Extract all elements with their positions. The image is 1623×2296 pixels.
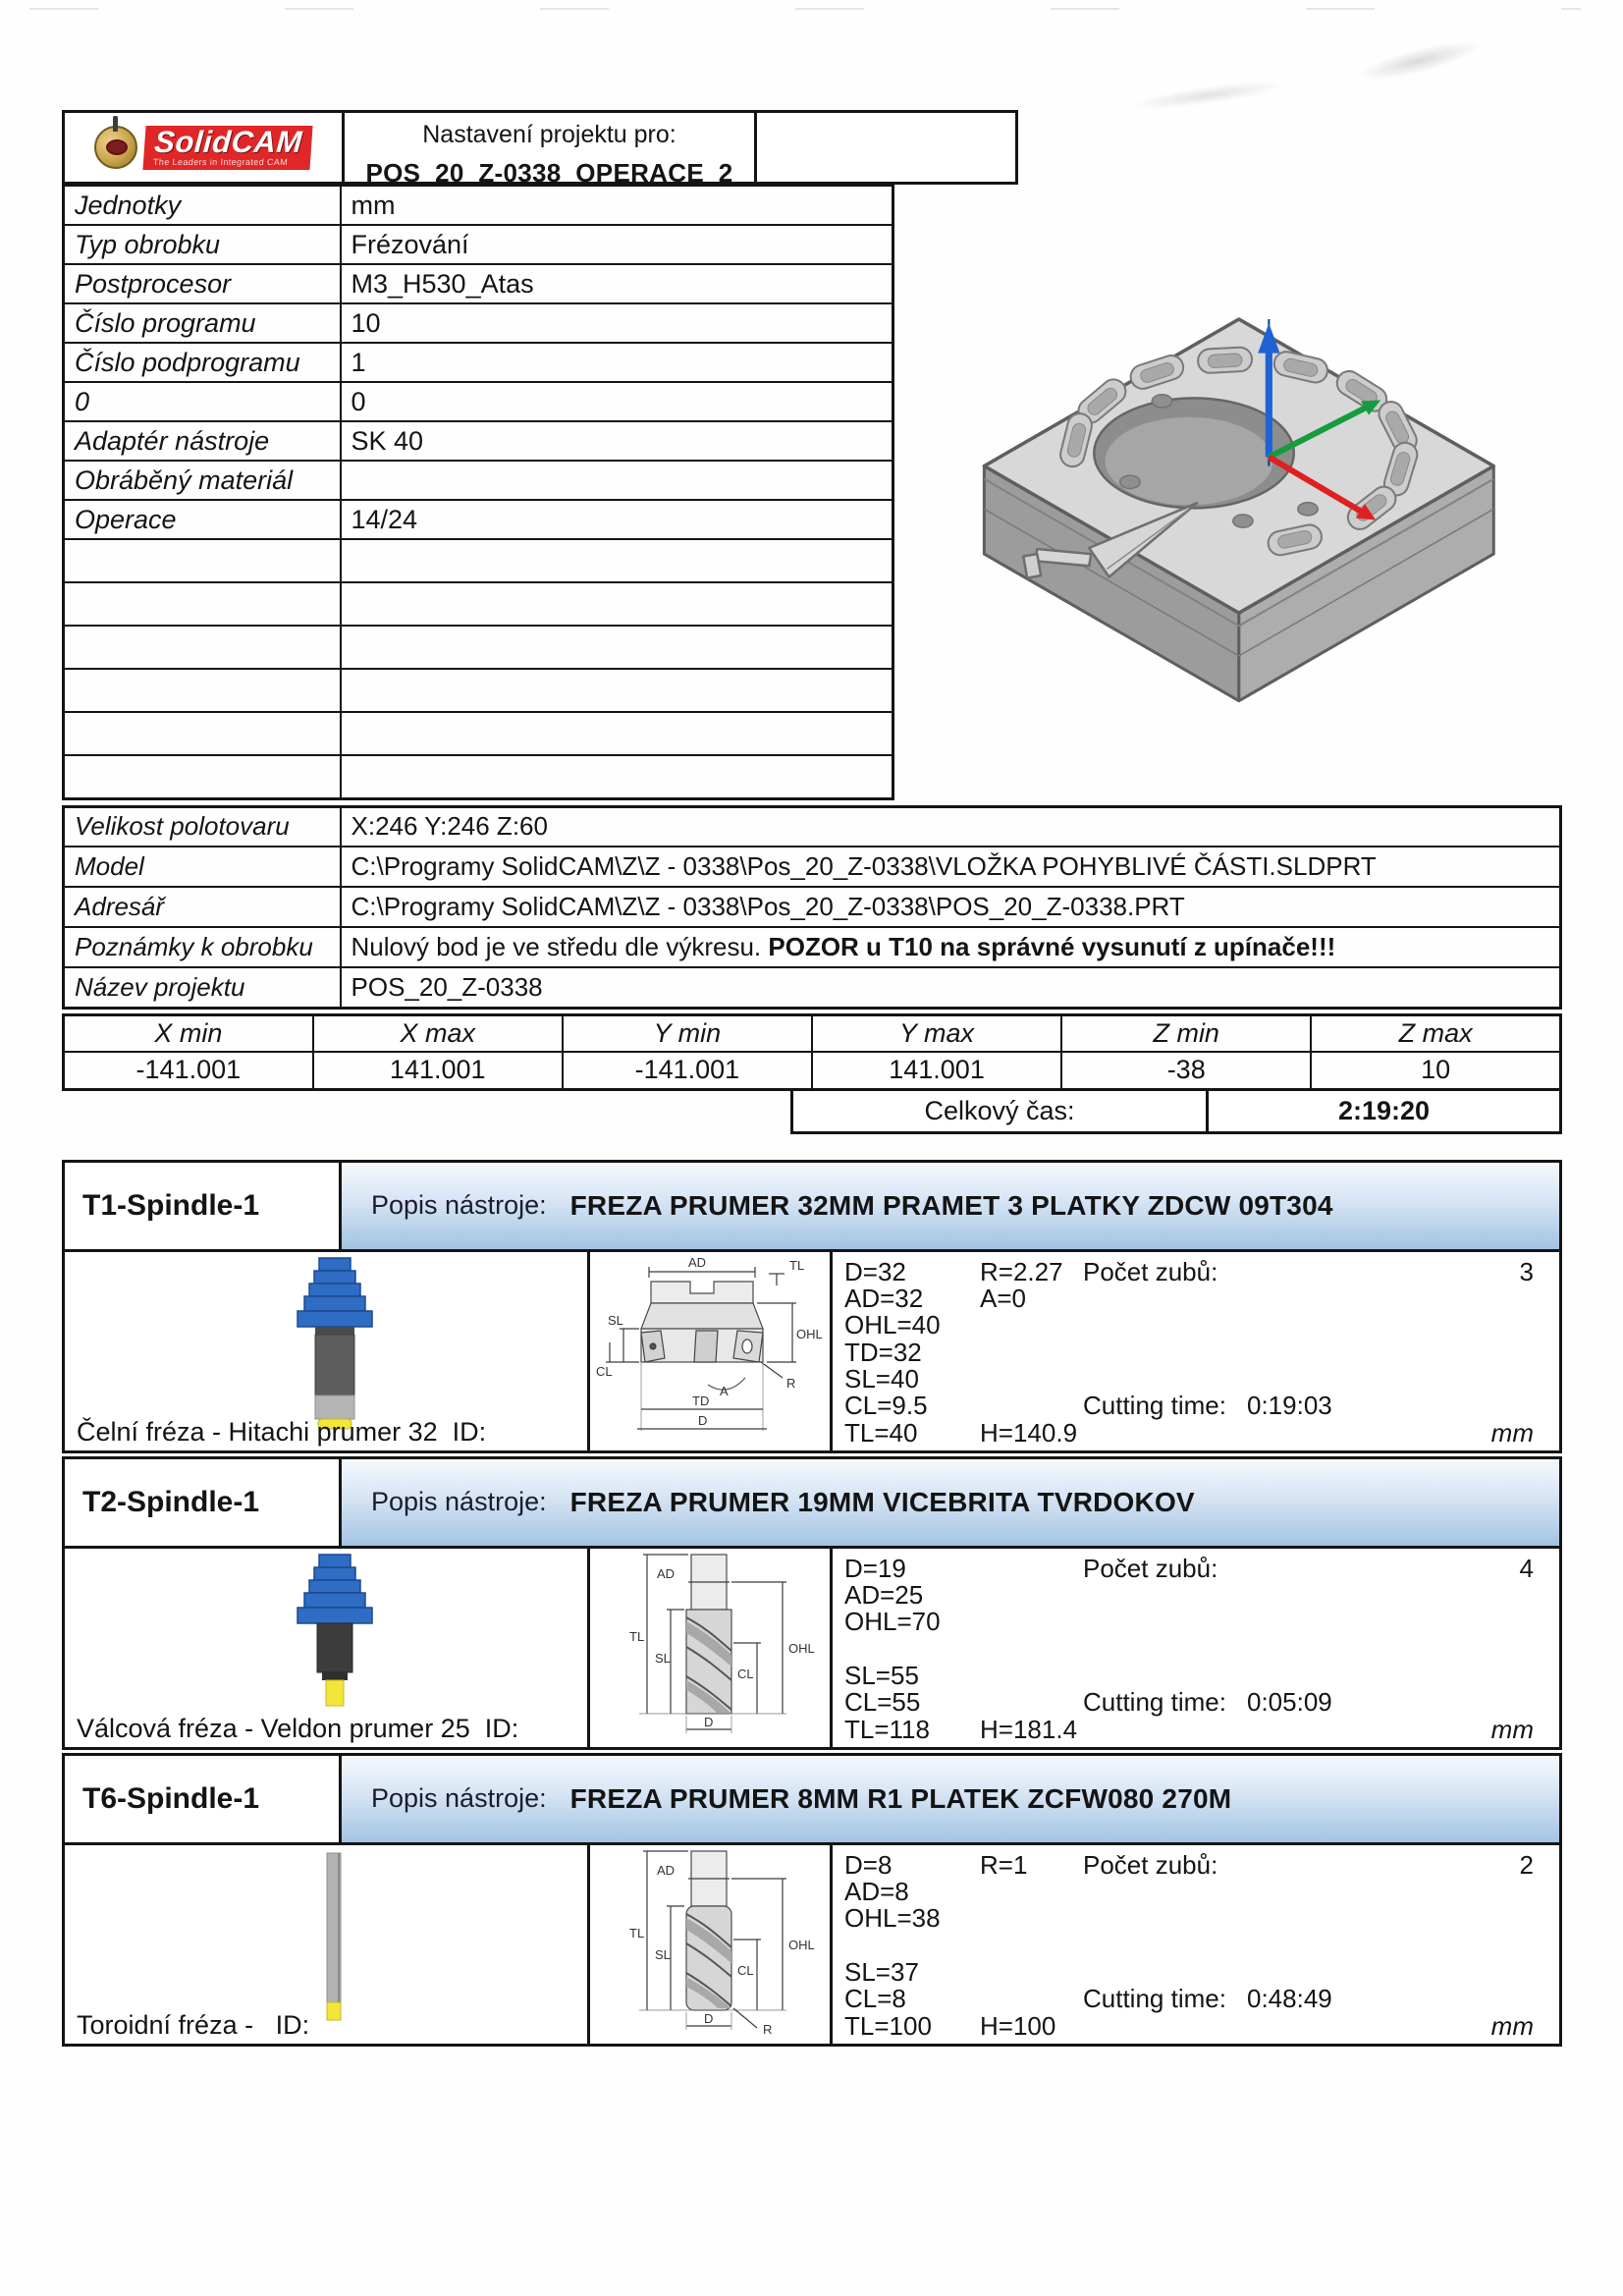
extents-value-row: [64, 1052, 1561, 1089]
tool-diagram-cell: [590, 1549, 833, 1747]
row-label: 0: [64, 382, 341, 421]
col-header: Z max: [1311, 1014, 1560, 1052]
col-header: X min: [64, 1014, 313, 1052]
row-label: Číslo programu: [64, 303, 341, 343]
row-label: Velikost polotovaru: [64, 806, 341, 847]
param: H=140.9: [980, 1417, 1078, 1448]
cutting-time-value: 0:19:03: [1247, 1391, 1332, 1421]
param: OHL=40: [844, 1310, 941, 1340]
param-line: [842, 1903, 1549, 1934]
row-label: Číslo podprogramu: [64, 343, 341, 382]
properties-section: [62, 185, 1562, 800]
param: A=0: [980, 1283, 1026, 1313]
param-line: [842, 1337, 1549, 1367]
param: OHL=38: [844, 1903, 941, 1934]
teeth-label: Počet zubů:: [1083, 1553, 1218, 1583]
dim-label: SL: [655, 1946, 671, 1962]
tool-params: [833, 1549, 1559, 1747]
tool-popis-bar: [342, 1756, 1559, 1842]
param: AD=32: [844, 1283, 924, 1313]
note-warning-text: POZOR u T10 na správné vysunutí z upínače!!!: [768, 932, 1336, 961]
table-row-empty: [64, 755, 893, 798]
row-label: Adaptér nástroje: [64, 421, 341, 461]
param: R=1: [980, 1849, 1028, 1880]
dim-label: D: [704, 2010, 714, 2026]
dim-label: CL: [596, 1363, 613, 1379]
info-table: [62, 805, 1562, 1010]
row-label: Typ obrobku: [64, 225, 341, 264]
param-line: [842, 1257, 1549, 1284]
table-row: [64, 500, 893, 539]
dim-label: CL: [737, 1666, 754, 1681]
extent-value: -141.001: [64, 1052, 313, 1089]
table-row: [64, 343, 893, 382]
header: [62, 110, 1018, 188]
dim-label: AD: [688, 1254, 707, 1270]
extents-header-row: [64, 1014, 1561, 1052]
col-header: Z min: [1061, 1014, 1311, 1052]
brand-text: SolidCAM: [153, 124, 304, 159]
row-label: Jednotky: [64, 186, 341, 225]
tool-section-t1: [62, 1160, 1562, 1453]
page-title: POS_20_Z-0338_OPERACE_2: [365, 158, 733, 188]
tool-body: [65, 1845, 1559, 2044]
cutting-time-label: Cutting time:: [1083, 1687, 1226, 1718]
popis-label: Popis nástroje:: [371, 1487, 547, 1516]
tool-description: FREZA PRUMER 32MM PRAMET 3 PLATKY ZDCW 09T304: [569, 1189, 1333, 1221]
total-time-value: 2:19:20: [1337, 1095, 1431, 1125]
col-header: X max: [313, 1014, 563, 1052]
extent-value: -38: [1061, 1052, 1311, 1089]
param-line: [842, 1984, 1549, 2014]
param-line: [842, 1714, 1549, 1744]
dim-label: TL: [629, 1628, 645, 1644]
table-row: [64, 927, 1561, 967]
row-label: Název projektu: [64, 967, 341, 1008]
teeth-label: Počet zubů:: [1083, 1849, 1218, 1880]
popis-label: Popis nástroje:: [371, 1783, 547, 1813]
tool-holder-image: [276, 1849, 394, 2034]
row-value: SK 40: [341, 421, 893, 461]
unit-label: mm: [1490, 1714, 1534, 1744]
param-line: [842, 1283, 1549, 1313]
table-row: [64, 186, 893, 225]
dim-label: AD: [657, 1862, 676, 1878]
unit-label: mm: [1490, 2010, 1534, 2041]
scan-artifact: [1354, 34, 1484, 88]
solidcam-spool-icon: [94, 126, 137, 169]
dim-label: SL: [608, 1312, 623, 1328]
table-row-empty: [64, 712, 893, 755]
table-row: [64, 887, 1561, 927]
extent-value: 10: [1311, 1052, 1560, 1089]
total-time-row: [62, 1091, 1562, 1134]
param: D=32: [844, 1256, 906, 1286]
tool-header: [65, 1756, 1559, 1845]
dim-label: OHL: [796, 1326, 823, 1341]
setup-sheet: [62, 110, 1562, 2047]
param-line: [842, 1364, 1549, 1394]
col-header: Y min: [563, 1014, 812, 1052]
total-time-box: [790, 1091, 1562, 1134]
dim-label: AD: [657, 1565, 676, 1581]
param-line: [842, 1849, 1549, 1880]
param-line: [842, 1607, 1549, 1637]
dim-label: TL: [629, 1925, 645, 1941]
tool-popis-bar: [342, 1459, 1559, 1546]
param-line: [842, 2010, 1549, 2041]
dim-label: R: [786, 1375, 796, 1391]
cutting-time-value: 0:05:09: [1247, 1687, 1332, 1718]
param-line: [842, 1553, 1549, 1583]
cutting-time-label: Cutting time:: [1083, 1984, 1226, 2014]
tool-section-t6: [62, 1753, 1562, 2047]
table-row-empty: [64, 669, 893, 712]
dim-label: D: [698, 1412, 708, 1428]
tool-image-cell: [65, 1252, 590, 1450]
param: TL=40: [844, 1417, 918, 1448]
unit-label: mm: [1490, 1417, 1534, 1448]
tool-header: [65, 1163, 1559, 1252]
extent-value: -141.001: [563, 1052, 812, 1089]
project-for-label: Nastavení projektu pro:: [422, 121, 676, 148]
popis-label: Popis nástroje:: [371, 1190, 547, 1220]
solidcam-wordmark: [143, 126, 314, 170]
total-time-label: Celkový čas:: [793, 1091, 1209, 1131]
param: OHL=70: [844, 1607, 941, 1637]
param: TL=100: [844, 2010, 932, 2041]
extent-value: 141.001: [812, 1052, 1061, 1089]
param: TD=32: [844, 1337, 922, 1367]
tool-caption: Čelní fréza - Hitachi prumer 32 ID:: [77, 1416, 487, 1447]
tool-caption: Válcová fréza - Veldon prumer 25 ID:: [77, 1713, 519, 1743]
tool-image-cell: [65, 1845, 590, 2044]
dim-label: SL: [655, 1650, 671, 1666]
scan-artifact: [29, 8, 1581, 10]
project-title-block: [345, 113, 757, 188]
tool-header: [65, 1459, 1559, 1549]
teeth-label: Počet zubů:: [1083, 1256, 1218, 1286]
row-value: 0: [341, 382, 893, 421]
tool-holder-image: [276, 1256, 394, 1441]
param: AD=25: [844, 1579, 924, 1610]
param-line: [842, 1391, 1549, 1421]
table-row: [64, 303, 893, 343]
tool-popis-bar: [342, 1163, 1559, 1249]
param: D=8: [844, 1849, 893, 1880]
dim-label: CL: [737, 1962, 754, 1978]
tool-body: [65, 1252, 1559, 1450]
row-label: Adresář: [64, 887, 341, 927]
param: H=100: [980, 2010, 1056, 2041]
tool-body: [65, 1549, 1559, 1747]
param: CL=55: [844, 1687, 921, 1718]
row-value: M3_H530_Atas: [341, 264, 893, 303]
row-value: [341, 927, 1561, 967]
part-3d-drawing: [939, 261, 1559, 721]
dim-label: OHL: [788, 1937, 815, 1952]
table-row-empty: [64, 539, 893, 582]
param: SL=40: [844, 1364, 919, 1394]
table-row: [64, 225, 893, 264]
properties-table: [62, 185, 894, 800]
tool-image-cell: [65, 1549, 590, 1747]
extents-table: [62, 1013, 1562, 1091]
param-line: [842, 1876, 1549, 1906]
tool-id: T1-Spindle-1: [65, 1163, 342, 1249]
row-value: C:\Programy SolidCAM\Z\Z - 0338\Pos_20_Z-0338\VLOŽKA POHYBLIVÉ ČÁSTI.SLDPRT: [341, 847, 1561, 887]
end-mill-diagram: [590, 1549, 829, 1741]
table-row: [64, 967, 1561, 1008]
tool-diagram-cell: [590, 1845, 833, 2044]
cutting-time-value: 0:48:49: [1247, 1984, 1332, 2014]
row-label: Operace: [64, 500, 341, 539]
row-value: C:\Programy SolidCAM\Z\Z - 0338\Pos_20_Z-0338\POS_20_Z-0338.PRT: [341, 887, 1561, 927]
row-value: [341, 461, 893, 500]
tools-section: [62, 1160, 1562, 2047]
param: TL=118: [844, 1714, 930, 1744]
param: CL=8: [844, 1984, 906, 2014]
note-text: Nulový bod je ve středu dle výkresu.: [351, 932, 769, 961]
param-line: [842, 1579, 1549, 1610]
dim-label: A: [720, 1383, 729, 1398]
tool-description: FREZA PRUMER 8MM R1 PLATEK ZCFW080 270M: [569, 1782, 1232, 1814]
teeth-count: 2: [1519, 1849, 1534, 1880]
dim-label: TL: [789, 1257, 805, 1273]
param: D=19: [844, 1553, 906, 1583]
tool-id: T6-Spindle-1: [65, 1756, 342, 1842]
row-label: Model: [64, 847, 341, 887]
col-header: Y max: [812, 1014, 1061, 1052]
row-value: mm: [341, 186, 893, 225]
dim-label: TD: [692, 1393, 710, 1408]
param: AD=8: [844, 1876, 909, 1906]
row-value: 14/24: [341, 500, 893, 539]
tool-holder-image: [276, 1553, 394, 1737]
table-row: [64, 421, 893, 461]
row-label: Postprocesor: [64, 264, 341, 303]
tool-section-t2: [62, 1456, 1562, 1750]
param-line: [842, 1661, 1549, 1691]
table-row: [64, 806, 1561, 847]
param: SL=55: [844, 1661, 919, 1691]
param-line: [842, 1417, 1549, 1448]
end-mill-diagram: [590, 1845, 829, 2038]
param: H=181.4: [980, 1714, 1078, 1744]
row-value: X:246 Y:246 Z:60: [341, 806, 1561, 847]
dim-label: OHL: [788, 1640, 815, 1656]
row-label: Obráběný materiál: [64, 461, 341, 500]
param: SL=37: [844, 1957, 919, 1988]
header-empty-cell: [757, 113, 1015, 182]
face-mill-diagram: [590, 1252, 829, 1445]
dim-label: D: [704, 1714, 714, 1729]
tool-params: [833, 1845, 1559, 2044]
row-value: POS_20_Z-0338: [341, 967, 1561, 1008]
solidcam-logo: [65, 113, 345, 182]
tool-description: FREZA PRUMER 19MM VICEBRITA TVRDOKOV: [569, 1486, 1195, 1517]
table-row: [64, 264, 893, 303]
param-line: [842, 1957, 1549, 1988]
extent-value: 141.001: [313, 1052, 563, 1089]
table-row: [64, 847, 1561, 887]
row-value: Frézování: [341, 225, 893, 264]
teeth-count: 4: [1519, 1553, 1534, 1583]
dim-label: R: [763, 2021, 773, 2037]
table-row: [64, 382, 893, 421]
teeth-count: 3: [1519, 1256, 1534, 1286]
param-line: [842, 1687, 1549, 1718]
tool-caption: Toroidní fréza - ID:: [77, 2009, 310, 2040]
part-3d-view: [939, 261, 1559, 721]
row-value: 10: [341, 303, 893, 343]
tool-id: T2-Spindle-1: [65, 1459, 342, 1546]
table-row: [64, 461, 893, 500]
param-line: [842, 1310, 1549, 1340]
param: R=2.27: [980, 1256, 1063, 1286]
row-label: Poznámky k obrobku: [64, 927, 341, 967]
tool-diagram-cell: [590, 1252, 833, 1450]
table-row-empty: [64, 626, 893, 669]
tool-params: [833, 1252, 1559, 1450]
row-value: 1: [341, 343, 893, 382]
param: CL=9.5: [844, 1391, 928, 1421]
param-line: [842, 1634, 1549, 1661]
table-row-empty: [64, 582, 893, 626]
brand-tagline: The Leaders in Integrated CAM: [152, 156, 289, 167]
param-line: [842, 1931, 1549, 1957]
cutting-time-label: Cutting time:: [1083, 1391, 1226, 1421]
